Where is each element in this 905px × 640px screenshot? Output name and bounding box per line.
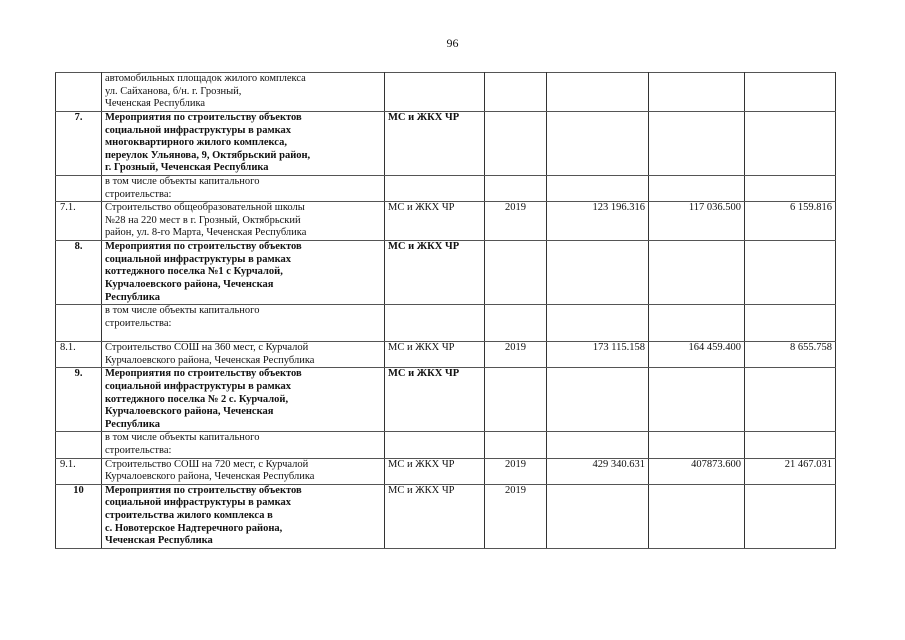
row-federal [649,305,745,342]
row-name [102,241,385,305]
row-executor: МС и ЖКХ ЧР [385,241,485,305]
row-total [547,112,649,176]
table-row [56,484,836,548]
row-number: 7. [56,112,102,176]
row-name-line: социальной инфраструктуры в рамках [105,253,292,265]
row-name-line: многоквартирного жилого комплекса, [105,137,287,149]
table-row [56,305,836,342]
row-name-line: Курчалоевского района, Чеченская Республика [105,471,315,483]
row-name-line: социальной инфраструктуры в рамках [105,380,292,392]
row-number: 9. [56,368,102,432]
row-number: 8. [56,241,102,305]
row-name-line: район, ул. 8-го Марта, Чеченская Республика [105,227,307,239]
row-name-line: социальной инфраструктуры в рамках [105,497,292,509]
row-name [102,202,385,241]
row-executor: МС и ЖКХ ЧР [385,368,485,432]
row-federal [649,484,745,548]
row-federal [649,73,745,112]
table-row [56,202,836,241]
row-name-line: переулок Ульянова, 9, Октябрьский район, [105,149,311,161]
row-executor [385,73,485,112]
row-federal: 117 036.500 [649,202,745,241]
row-regional [745,73,836,112]
row-number [56,305,102,342]
row-name-line: строительства жилого комплекса в [105,509,273,521]
row-name-line: Мероприятия по строительству объектов [105,241,302,253]
table-row [56,73,836,112]
row-name [102,368,385,432]
row-executor: МС и ЖКХ ЧР [385,458,485,484]
row-name-line: автомобильных площадок жилого комплекса [105,73,306,84]
row-regional [745,241,836,305]
row-executor: МС и ЖКХ ЧР [385,342,485,368]
row-name-line: Строительство СОШ на 720 мест, с Курчалой [105,458,309,470]
row-name [102,458,385,484]
row-name-line: коттеджного поселка №1 с Курчалой, [105,266,283,278]
row-number: 9.1. [56,458,102,484]
row-name-line: строительства: [105,317,172,329]
row-executor: МС и ЖКХ ЧР [385,202,485,241]
table-row [56,241,836,305]
row-total [547,305,649,342]
table-row [56,112,836,176]
row-name [102,432,385,458]
row-name-line: №28 на 220 мест в г. Грозный, Октябрьский [105,214,301,226]
row-total [547,176,649,202]
row-year [485,112,547,176]
row-regional [745,112,836,176]
row-number: 7.1. [56,202,102,241]
row-name-line: в том числе объекты капитального [105,432,260,444]
row-number [56,73,102,112]
row-executor [385,432,485,458]
row-total: 123 196.316 [547,202,649,241]
row-total [547,241,649,305]
row-total [547,432,649,458]
row-federal [649,112,745,176]
row-year [485,432,547,458]
row-year [485,368,547,432]
page-number: 96 [446,36,459,50]
row-name-line: в том числе объекты капитального [105,176,260,187]
row-name-line: строительства: [105,444,172,456]
row-executor [385,176,485,202]
row-name [102,305,385,342]
row-regional: 8 655.758 [745,342,836,368]
row-number: 10 [56,484,102,548]
row-name-line: ул. Сайханова, б/н. г. Грозный, [105,85,242,97]
row-year: 2019 [485,202,547,241]
row-name-line: Мероприятия по строительству объектов [105,368,302,380]
row-year [485,305,547,342]
row-name [102,73,385,112]
table-row [56,342,836,368]
row-total [547,73,649,112]
row-executor [385,305,485,342]
row-regional [745,368,836,432]
row-year: 2019 [485,458,547,484]
row-regional [745,305,836,342]
table-row [56,368,836,432]
row-executor: МС и ЖКХ ЧР [385,484,485,548]
row-regional: 6 159.816 [745,202,836,241]
row-regional: 21 467.031 [745,458,836,484]
row-name-line: Курчалоевского района, Чеченская [105,406,274,418]
row-regional [745,176,836,202]
row-name-line: в том числе объекты капитального [105,305,260,317]
program-table [55,72,836,549]
row-federal: 164 459.400 [649,342,745,368]
row-total: 429 340.631 [547,458,649,484]
row-regional [745,432,836,458]
row-name-line: Мероприятия по строительству объектов [105,484,302,496]
table-row [56,176,836,202]
row-name-line: Республика [105,291,160,303]
row-name-line: Курчалоевского района, Чеченская Республика [105,354,315,366]
row-number [56,432,102,458]
row-regional [745,484,836,548]
table-row [56,458,836,484]
row-name-line: Курчалоевского района, Чеченская [105,278,274,290]
row-name-line: Мероприятия по строительству объектов [105,112,302,123]
row-federal [649,241,745,305]
row-year [485,176,547,202]
row-name-line: Республика [105,418,160,430]
row-name-line: Строительство общеобразовательной школы [105,202,305,214]
row-year [485,73,547,112]
row-name [102,484,385,548]
row-name [102,342,385,368]
row-name-line: Строительство СОШ на 360 мест, с Курчалой [105,342,309,354]
row-name-line: строительства: [105,188,172,200]
row-federal: 407873.600 [649,458,745,484]
row-name-line: г. Грозный, Чеченская Республика [105,162,269,174]
row-year [485,241,547,305]
row-total [547,484,649,548]
row-federal [649,176,745,202]
row-federal [649,432,745,458]
row-executor: МС и ЖКХ ЧР [385,112,485,176]
row-total: 173 115.158 [547,342,649,368]
row-name-line: Чеченская Республика [105,535,213,547]
row-name [102,112,385,176]
row-number [56,176,102,202]
table-row [56,432,836,458]
row-name-line: коттеджного поселка № 2 с. Курчалой, [105,393,289,405]
row-number: 8.1. [56,342,102,368]
row-year: 2019 [485,484,547,548]
row-year: 2019 [485,342,547,368]
row-total [547,368,649,432]
row-name [102,176,385,202]
row-name-line: Чеченская Республика [105,98,206,110]
row-name-line: социальной инфраструктуры в рамках [105,124,292,136]
row-federal [649,368,745,432]
row-name-line: с. Новотерское Надтеречного района, [105,522,283,534]
